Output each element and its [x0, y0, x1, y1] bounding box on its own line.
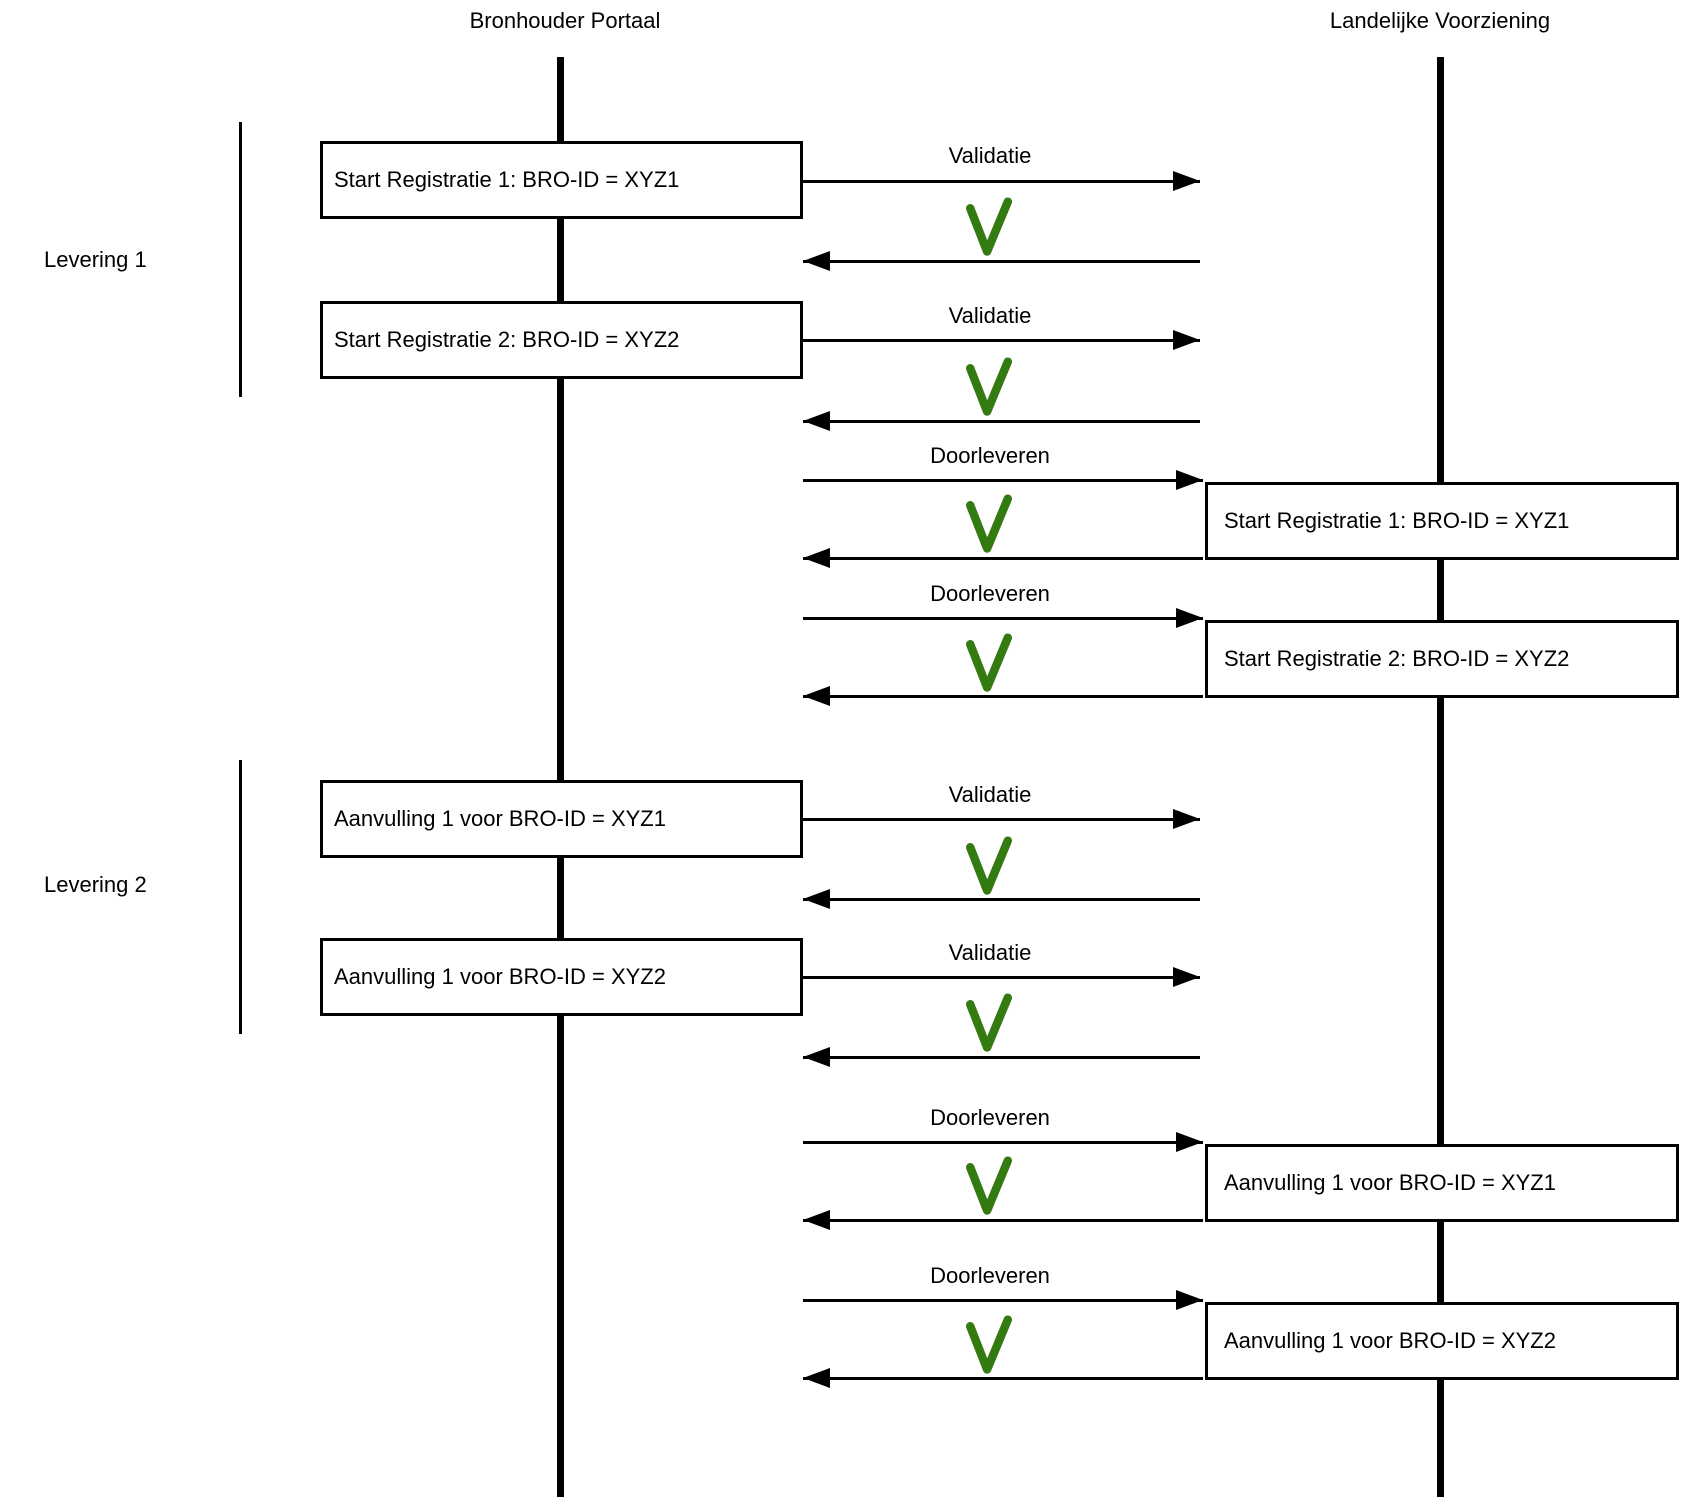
arrowhead-right-icon	[1173, 967, 1200, 987]
message-box-label: Aanvulling 1 voor BRO-ID = XYZ2	[1224, 1328, 1556, 1353]
arrowhead-right-icon	[1176, 1132, 1203, 1152]
arrowhead-right-icon	[1173, 809, 1200, 829]
message-box-right	[1205, 620, 1679, 698]
arrow-label: Doorleveren	[930, 581, 1050, 606]
message-box-label: Start Registratie 2: BRO-ID = XYZ2	[1224, 646, 1570, 671]
arrowhead-right-icon	[1173, 171, 1200, 191]
lifeline-bronhouder-portaal	[557, 57, 564, 1497]
return-arrow	[803, 260, 1200, 263]
arrowhead-left-icon	[803, 889, 830, 909]
arrow-label: Validatie	[948, 143, 1032, 168]
arrowhead-left-icon	[803, 548, 830, 568]
group-bracket-levering-1	[239, 122, 242, 397]
actor-title-landelijke-voorziening: Landelijke Voorziening	[1329, 8, 1551, 33]
group-bracket-levering-2	[239, 760, 242, 1034]
return-arrow	[803, 420, 1200, 423]
arrow-label: Validatie	[948, 303, 1032, 328]
message-box-label: Aanvulling 1 voor BRO-ID = XYZ1	[334, 806, 666, 831]
arrowhead-right-icon	[1176, 470, 1203, 490]
arrowhead-left-icon	[803, 1210, 830, 1230]
group-label-levering-1: Levering 1	[44, 247, 147, 272]
message-box-right	[1205, 1302, 1679, 1380]
message-box-left	[320, 301, 803, 379]
check-icon	[964, 1315, 1014, 1377]
request-arrow	[803, 617, 1203, 620]
message-box-right	[1205, 1144, 1679, 1222]
message-box-left	[320, 938, 803, 1016]
return-arrow	[803, 695, 1203, 698]
arrowhead-left-icon	[803, 1047, 830, 1067]
message-box-left	[320, 780, 803, 858]
message-box-right	[1205, 482, 1679, 560]
lifeline-landelijke-voorziening	[1437, 57, 1444, 1497]
message-box-left	[320, 141, 803, 219]
check-icon	[964, 1156, 1014, 1218]
request-arrow	[803, 976, 1200, 979]
request-arrow	[803, 1141, 1203, 1144]
message-box-label: Aanvulling 1 voor BRO-ID = XYZ2	[334, 964, 666, 989]
group-label-levering-2: Levering 2	[44, 872, 147, 897]
arrowhead-right-icon	[1173, 330, 1200, 350]
message-box-label: Start Registratie 1: BRO-ID = XYZ1	[334, 167, 680, 192]
return-arrow	[803, 1219, 1203, 1222]
arrowhead-left-icon	[803, 686, 830, 706]
return-arrow	[803, 1377, 1203, 1380]
request-arrow	[803, 818, 1200, 821]
arrow-label: Doorleveren	[930, 1105, 1050, 1130]
check-icon	[964, 494, 1014, 556]
message-box-label: Start Registratie 1: BRO-ID = XYZ1	[1224, 508, 1570, 533]
check-icon	[964, 836, 1014, 898]
arrowhead-left-icon	[803, 1368, 830, 1388]
request-arrow	[803, 479, 1203, 482]
actor-title-bronhouder-portaal: Bronhouder Portaal	[469, 8, 661, 33]
return-arrow	[803, 898, 1200, 901]
return-arrow	[803, 1056, 1200, 1059]
check-icon	[964, 633, 1014, 695]
request-arrow	[803, 1299, 1203, 1302]
check-icon	[964, 197, 1014, 259]
arrow-label: Validatie	[948, 940, 1032, 965]
request-arrow	[803, 180, 1200, 183]
return-arrow	[803, 557, 1203, 560]
arrow-label: Doorleveren	[930, 443, 1050, 468]
request-arrow	[803, 339, 1200, 342]
message-box-label: Aanvulling 1 voor BRO-ID = XYZ1	[1224, 1170, 1556, 1195]
check-icon	[964, 357, 1014, 419]
arrowhead-left-icon	[803, 411, 830, 431]
arrow-label: Validatie	[948, 782, 1032, 807]
arrowhead-right-icon	[1176, 1290, 1203, 1310]
message-box-label: Start Registratie 2: BRO-ID = XYZ2	[334, 327, 680, 352]
arrowhead-left-icon	[803, 251, 830, 271]
arrow-label: Doorleveren	[930, 1263, 1050, 1288]
check-icon	[964, 993, 1014, 1055]
arrowhead-right-icon	[1176, 608, 1203, 628]
